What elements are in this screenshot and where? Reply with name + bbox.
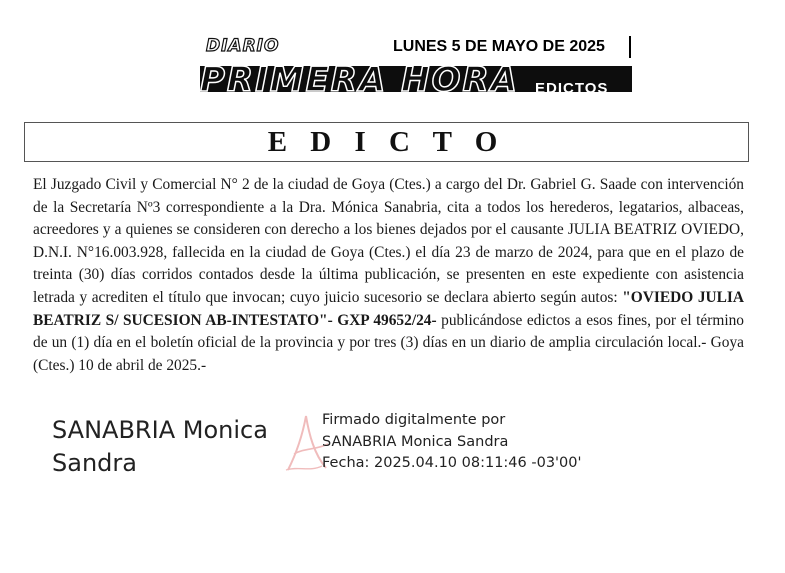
signer-name-line2: Sandra — [52, 449, 137, 477]
signature-date: Fecha: 2025.04.10 08:11:46 -03'00' — [322, 455, 582, 471]
digital-signature-block — [322, 410, 581, 475]
newspaper-name: PRIMERA HORA — [200, 60, 519, 92]
masthead-divider — [629, 36, 631, 58]
case-title: "OVIEDO JULIA BEATRIZ S/ SUCESION AB-INTESTATO"- GXP 49652/24- — [33, 288, 744, 329]
edict-body — [33, 174, 744, 377]
signer-name-line1: SANABRIA Monica — [52, 416, 268, 444]
issue-date: LUNES 5 DE MAYO DE 2025 — [393, 38, 605, 55]
section-label: EDICTOS — [535, 80, 609, 92]
document-title: E D I C T O — [267, 125, 506, 158]
signer-name — [52, 414, 292, 480]
signer-full-name: SANABRIA Monica Sandra — [322, 433, 509, 450]
signed-by-label: Firmado digitalmente por — [322, 412, 506, 428]
title-box — [24, 122, 749, 162]
newspaper-masthead — [200, 36, 632, 92]
body-paragraph-part1: El Juzgado Civil y Comercial N° 2 de la ciudad de Goya (Ctes.) a cargo del Dr. Gabriel G. Saade con intervención de la Secretaría Nº3 correspondiente a la Dra. Mónica Sanabria, cita a todos los herederos, legatarios, albaceas, acreedores y a quienes se consideren con derecho a los bienes dejados por el causante JULIA BEATRIZ OVIEDO, D.N.I. N°16.003.928, fallecida en la ciudad de Goya (Ctes.) el día 23 de marzo de 2024, para que en el plazo de treinta (30) días corridos contados desde la última publicación, se presenten en este expediente con asistencia letrada y acrediten el título que invocan; cuyo juicio sucesorio se declara abierto según autos: — [33, 176, 744, 306]
masthead-diario-label: DIARIO — [206, 36, 280, 56]
body-paragraph-part2: publicándose edictos a esos fines, por el término de un (1) día en el boletín oficial de la provincia y por tres (3) días en un diario de amplia circulación local.- Goya (Ctes.) 10 de abril de 2025.- — [33, 311, 744, 374]
